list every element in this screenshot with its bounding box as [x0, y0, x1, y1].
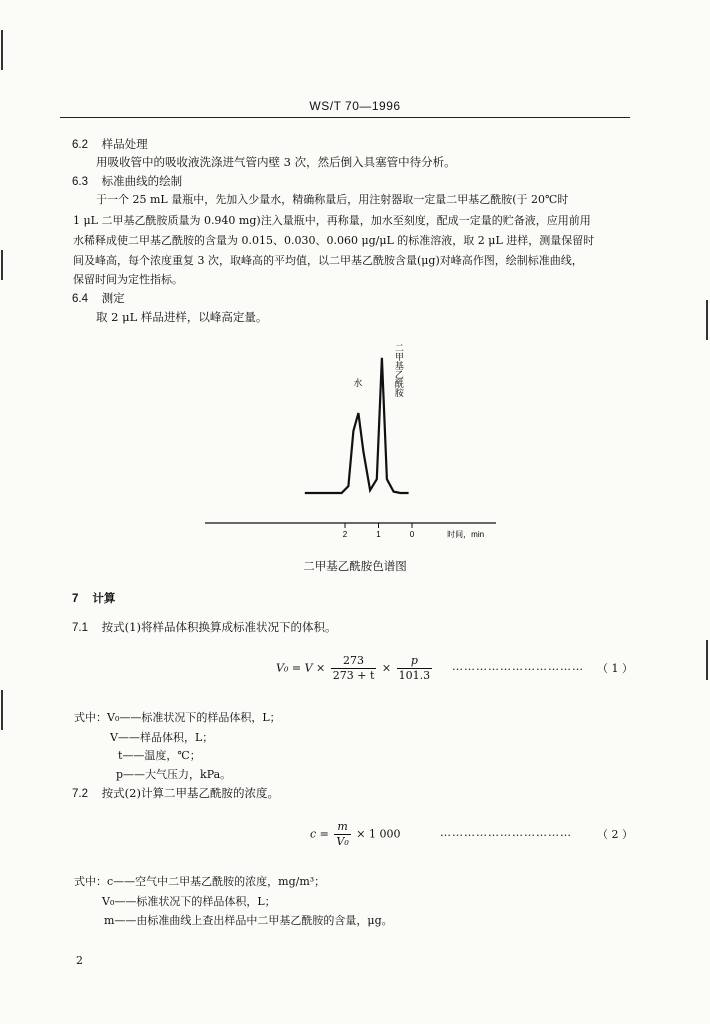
definition-item: m——由标准曲线上查出样品中二甲基乙酰胺的含量，μg。 — [104, 914, 393, 927]
eq2-fraction — [334, 820, 350, 849]
eq1-defs-line — [74, 709, 281, 725]
section-title: 样品处理 — [101, 137, 148, 151]
definition-item: t——温度，℃； — [118, 749, 201, 762]
scan-edge-mark — [1, 690, 3, 730]
section-number: 6.3 — [72, 176, 88, 188]
definition-item: V——样品体积，L； — [110, 731, 214, 744]
section-6-4-text: 取 2 μL 样品进样，以峰高定量。 — [96, 310, 268, 324]
eq1-fraction-temp — [331, 654, 377, 683]
section-7-heading — [72, 590, 115, 606]
section-7-2-line — [72, 785, 279, 801]
x-axis-label: 时间，min — [447, 530, 485, 539]
definition-item: c——空气中二甲基乙酰胺的浓度，mg/m³； — [107, 875, 326, 888]
section-text: 按式(2)计算二甲基乙酰胺的浓度。 — [101, 786, 279, 800]
defs-prefix: 式中： — [74, 875, 107, 888]
section-6-3-line: 保留时间为定性指标。 — [73, 273, 183, 286]
eq1-fraction-pressure — [397, 654, 433, 683]
chart-caption: 二甲基乙酰胺色谱图 — [303, 559, 407, 573]
eq2-denominator: V₀ — [336, 835, 349, 848]
section-number: 7 — [72, 593, 79, 605]
standard-code-header: WS/T 70—1996 — [309, 99, 401, 113]
section-7-1-line — [72, 619, 336, 635]
section-6-3-heading — [72, 173, 182, 189]
eq1-leader-dots: …………………………… — [452, 660, 584, 673]
eq1-denominator: 101.3 — [398, 669, 431, 682]
eq1-lhs: V₀ = V × — [276, 661, 326, 675]
section-6-2-heading — [72, 136, 148, 152]
eq2-defs-line — [74, 873, 325, 889]
eq2-lhs: c = — [310, 827, 329, 841]
page-number: 2 — [76, 954, 83, 967]
section-6-3-line: 水稀释成使二甲基乙酰胺的含量为 0.015、0.030、0.060 μg/μL 的标准溶液，取 2 μL 进样，测量保留时 — [73, 234, 595, 247]
eq2-leader-dots: …………………………… — [440, 826, 572, 839]
scan-edge-mark — [706, 640, 708, 680]
definition-item: V₀——标准状况下的样品体积，L； — [107, 711, 281, 724]
eq1-numerator: p — [397, 654, 433, 669]
x-tick-label: 1 — [376, 530, 381, 539]
header-rule — [60, 117, 630, 118]
section-number: 6.2 — [72, 139, 88, 151]
section-title: 标准曲线的绘制 — [101, 174, 183, 188]
definition-item: p——大气压力，kPa。 — [116, 768, 232, 781]
section-number: 7.2 — [72, 788, 88, 800]
definition-item: V₀——标准状况下的样品体积，L； — [102, 895, 276, 908]
equation-1 — [276, 654, 434, 683]
x-tick-label: 0 — [409, 530, 415, 539]
eq2-numerator: m — [334, 820, 350, 835]
defs-prefix: 式中： — [74, 711, 107, 724]
eq2-rhs: × 1 000 — [356, 827, 401, 841]
section-6-4-heading — [72, 290, 125, 306]
section-6-3-line: 1 μL 二甲基乙酰胺质量为 0.940 mg)注入量瓶中，再称量，加水至刻度，配成一定量的贮备液，应用前用 — [73, 214, 591, 227]
x-tick-label: 2 — [342, 530, 348, 539]
scan-edge-mark — [1, 30, 3, 70]
scan-edge-mark — [1, 250, 3, 280]
section-6-3-line: 间及峰高，每个浓度重复 3 次，取峰高的平均值，以二甲基乙酰胺含量(μg)对峰高作图，绘制标准曲线， — [73, 254, 583, 267]
section-text: 按式(1)将样品体积换算成标准状况下的体积。 — [101, 620, 337, 634]
eq1-number: （ 1 ） — [597, 662, 633, 675]
section-6-2-text: 用吸收管中的吸收液洗涤进气管内壁 3 次，然后倒入具塞管中待分析。 — [96, 155, 456, 169]
chromatogram-chart — [0, 325, 710, 570]
eq2-number: （ 2 ） — [597, 828, 633, 841]
equation-2 — [310, 820, 400, 849]
peak-label-dmac: 二甲基乙酰胺 — [392, 343, 403, 397]
section-6-3-line: 于一个 25 mL 量瓶中，先加入少量水，精确称量后，用注射器取一定量二甲基乙酰胺(于 20℃时 — [96, 193, 569, 206]
section-number: 7.1 — [72, 622, 88, 634]
peak-label-water: 水 — [353, 379, 363, 389]
eq1-denominator: 273 + t — [332, 669, 375, 682]
section-number: 6.4 — [72, 293, 88, 305]
section-title: 测定 — [101, 291, 125, 305]
eq1-numerator: 273 — [331, 654, 377, 669]
eq1-times: × — [381, 661, 392, 675]
section-title: 计算 — [92, 591, 116, 605]
